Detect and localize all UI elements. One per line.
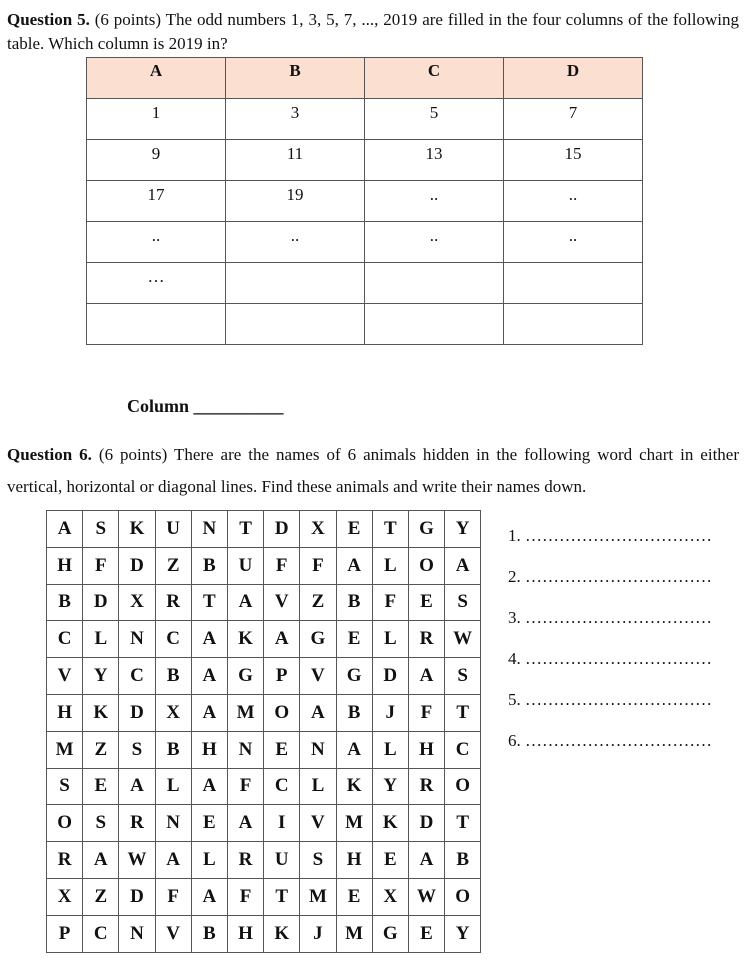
grid-letter: F <box>227 768 263 805</box>
table-cell <box>365 304 504 345</box>
question-5-text <box>7 8 739 56</box>
grid-letter: A <box>445 547 481 584</box>
grid-row <box>47 547 481 584</box>
table-cell <box>504 304 643 345</box>
grid-letter: O <box>47 805 83 842</box>
table-cell: 13 <box>365 140 504 181</box>
grid-letter: A <box>227 584 263 621</box>
answer-line-4[interactable]: 4. …………………………… <box>508 649 712 668</box>
answer-line-3[interactable]: 3. …………………………… <box>508 608 712 627</box>
grid-letter: L <box>372 547 408 584</box>
column-header-a: A <box>87 58 226 99</box>
grid-letter: B <box>47 584 83 621</box>
grid-letter: D <box>119 878 155 915</box>
grid-letter: Z <box>83 878 119 915</box>
answer-line-1[interactable]: 1. …………………………… <box>508 526 712 545</box>
table-cell: 9 <box>87 140 226 181</box>
grid-row <box>47 878 481 915</box>
question-6-text <box>7 439 739 503</box>
grid-letter: Y <box>445 915 481 952</box>
grid-letter: K <box>336 768 372 805</box>
grid-letter: B <box>155 658 191 695</box>
grid-letter: H <box>336 842 372 879</box>
grid-letter: W <box>119 842 155 879</box>
odd-numbers-table <box>86 57 643 345</box>
grid-letter: F <box>83 547 119 584</box>
grid-letter: A <box>264 621 300 658</box>
answer-line-6[interactable]: 6. …………………………… <box>508 731 712 750</box>
question-6-label: Question 6. <box>7 445 92 464</box>
grid-letter: A <box>119 768 155 805</box>
grid-letter: A <box>83 842 119 879</box>
grid-letter: C <box>83 915 119 952</box>
grid-letter: N <box>155 805 191 842</box>
table-cell: .. <box>365 222 504 263</box>
grid-letter: O <box>445 878 481 915</box>
grid-letter: S <box>445 658 481 695</box>
grid-letter: W <box>408 878 444 915</box>
grid-row <box>47 511 481 548</box>
grid-letter: E <box>336 878 372 915</box>
grid-letter: U <box>264 842 300 879</box>
grid-letter: W <box>445 621 481 658</box>
grid-letter: F <box>155 878 191 915</box>
table-cell: .. <box>87 222 226 263</box>
grid-letter: E <box>336 511 372 548</box>
grid-letter: T <box>445 805 481 842</box>
grid-letter: H <box>191 731 227 768</box>
grid-letter: V <box>47 658 83 695</box>
grid-letter: V <box>300 658 336 695</box>
grid-letter: T <box>264 878 300 915</box>
grid-letter: F <box>408 694 444 731</box>
grid-letter: A <box>47 511 83 548</box>
answer-line-5[interactable]: 5. …………………………… <box>508 690 712 709</box>
table-cell: .. <box>226 222 365 263</box>
grid-letter: L <box>372 621 408 658</box>
grid-row <box>47 842 481 879</box>
grid-letter: D <box>119 547 155 584</box>
grid-letter: B <box>445 842 481 879</box>
grid-letter: C <box>445 731 481 768</box>
grid-letter: V <box>264 584 300 621</box>
table-row <box>87 99 643 140</box>
grid-letter: A <box>191 878 227 915</box>
grid-letter: N <box>119 621 155 658</box>
table-row <box>87 263 643 304</box>
grid-letter: G <box>408 511 444 548</box>
grid-letter: O <box>408 547 444 584</box>
table-row <box>87 140 643 181</box>
grid-letter: Z <box>155 547 191 584</box>
answer-lines <box>508 525 712 771</box>
grid-letter: D <box>264 511 300 548</box>
grid-letter: E <box>264 731 300 768</box>
grid-letter: M <box>47 731 83 768</box>
table-cell: .. <box>365 181 504 222</box>
grid-letter: L <box>83 621 119 658</box>
grid-letter: G <box>372 915 408 952</box>
grid-letter: T <box>445 694 481 731</box>
table-cell: 3 <box>226 99 365 140</box>
grid-letter: S <box>300 842 336 879</box>
grid-letter: F <box>300 547 336 584</box>
grid-letter: D <box>83 584 119 621</box>
grid-letter: P <box>47 915 83 952</box>
grid-letter: V <box>155 915 191 952</box>
grid-letter: S <box>47 768 83 805</box>
grid-letter: N <box>300 731 336 768</box>
grid-letter: A <box>155 842 191 879</box>
table-cell: 15 <box>504 140 643 181</box>
grid-letter: H <box>227 915 263 952</box>
grid-letter: H <box>47 694 83 731</box>
grid-letter: R <box>155 584 191 621</box>
grid-letter: K <box>83 694 119 731</box>
table-cell: 11 <box>226 140 365 181</box>
grid-letter: R <box>227 842 263 879</box>
grid-row <box>47 768 481 805</box>
table-cell: .. <box>504 222 643 263</box>
grid-letter: B <box>155 731 191 768</box>
grid-letter: Z <box>300 584 336 621</box>
grid-row <box>47 915 481 952</box>
grid-letter: L <box>300 768 336 805</box>
grid-letter: R <box>408 621 444 658</box>
grid-letter: K <box>227 621 263 658</box>
grid-letter: K <box>264 915 300 952</box>
grid-letter: A <box>336 547 372 584</box>
grid-letter: M <box>336 915 372 952</box>
grid-letter: D <box>119 694 155 731</box>
grid-letter: B <box>336 694 372 731</box>
grid-letter: E <box>83 768 119 805</box>
grid-letter: A <box>191 694 227 731</box>
grid-letter: E <box>372 842 408 879</box>
grid-letter: S <box>119 731 155 768</box>
grid-letter: G <box>227 658 263 695</box>
table-row <box>87 304 643 345</box>
grid-letter: B <box>191 915 227 952</box>
table-cell: .. <box>504 181 643 222</box>
grid-letter: M <box>227 694 263 731</box>
grid-row <box>47 621 481 658</box>
grid-letter: N <box>191 511 227 548</box>
grid-letter: A <box>191 768 227 805</box>
question-5-label: Question 5. <box>7 10 90 29</box>
grid-letter: T <box>227 511 263 548</box>
table-cell: 19 <box>226 181 365 222</box>
question-5-body: (6 points) The odd numbers 1, 3, 5, 7, ..., 2019 are filled in the four columns of the following table. Which column is 2019 in? <box>7 10 740 53</box>
grid-letter: U <box>227 547 263 584</box>
grid-letter: A <box>408 842 444 879</box>
grid-letter: D <box>408 805 444 842</box>
grid-letter: E <box>408 915 444 952</box>
grid-letter: A <box>227 805 263 842</box>
grid-letter: S <box>83 511 119 548</box>
grid-letter: L <box>372 731 408 768</box>
table-cell <box>504 263 643 304</box>
grid-letter: H <box>408 731 444 768</box>
grid-row <box>47 694 481 731</box>
grid-letter: R <box>408 768 444 805</box>
table-cell <box>87 304 226 345</box>
grid-letter: P <box>264 658 300 695</box>
grid-letter: X <box>119 584 155 621</box>
grid-letter: A <box>336 731 372 768</box>
grid-letter: X <box>372 878 408 915</box>
question-6-body: (6 points) There are the names of 6 animals hidden in the following word chart in either vertical, horizontal or diagonal lines. Find these animals and write their names down. <box>7 445 740 496</box>
table-cell <box>365 263 504 304</box>
grid-letter: B <box>336 584 372 621</box>
grid-letter: G <box>300 621 336 658</box>
grid-letter: V <box>300 805 336 842</box>
table-cell: 7 <box>504 99 643 140</box>
table-cell: … <box>87 263 226 304</box>
grid-letter: K <box>119 511 155 548</box>
table-header-row <box>87 58 643 99</box>
grid-letter: M <box>300 878 336 915</box>
grid-letter: N <box>227 731 263 768</box>
grid-letter: F <box>372 584 408 621</box>
grid-letter: D <box>372 658 408 695</box>
table-cell <box>226 263 365 304</box>
grid-letter: G <box>336 658 372 695</box>
grid-letter: A <box>408 658 444 695</box>
column-header-b: B <box>226 58 365 99</box>
grid-letter: C <box>155 621 191 658</box>
grid-letter: B <box>191 547 227 584</box>
word-search-grid <box>46 510 481 953</box>
grid-letter: O <box>445 768 481 805</box>
grid-row <box>47 584 481 621</box>
grid-letter: H <box>47 547 83 584</box>
grid-letter: C <box>47 621 83 658</box>
grid-row <box>47 658 481 695</box>
grid-letter: E <box>336 621 372 658</box>
grid-letter: X <box>47 878 83 915</box>
grid-letter: Y <box>83 658 119 695</box>
grid-letter: R <box>47 842 83 879</box>
grid-letter: K <box>372 805 408 842</box>
column-header-d: D <box>504 58 643 99</box>
grid-letter: X <box>300 511 336 548</box>
grid-letter: X <box>155 694 191 731</box>
grid-letter: C <box>119 658 155 695</box>
table-cell: 5 <box>365 99 504 140</box>
table-cell: 1 <box>87 99 226 140</box>
table-cell: 17 <box>87 181 226 222</box>
grid-letter: I <box>264 805 300 842</box>
grid-letter: F <box>227 878 263 915</box>
grid-letter: F <box>264 547 300 584</box>
grid-letter: T <box>372 511 408 548</box>
grid-letter: A <box>191 621 227 658</box>
grid-row <box>47 805 481 842</box>
grid-letter: U <box>155 511 191 548</box>
grid-letter: M <box>336 805 372 842</box>
grid-letter: R <box>119 805 155 842</box>
grid-letter: N <box>119 915 155 952</box>
grid-letter: Z <box>83 731 119 768</box>
grid-letter: L <box>155 768 191 805</box>
grid-letter: S <box>83 805 119 842</box>
table-row <box>87 222 643 263</box>
grid-letter: E <box>408 584 444 621</box>
grid-letter: A <box>300 694 336 731</box>
column-answer-prompt: Column __________ <box>127 396 284 416</box>
grid-letter: S <box>445 584 481 621</box>
grid-letter: O <box>264 694 300 731</box>
table-cell <box>226 304 365 345</box>
grid-row <box>47 731 481 768</box>
table-row <box>87 181 643 222</box>
grid-letter: T <box>191 584 227 621</box>
grid-letter: J <box>372 694 408 731</box>
grid-letter: L <box>191 842 227 879</box>
grid-letter: Y <box>372 768 408 805</box>
grid-letter: E <box>191 805 227 842</box>
grid-letter: C <box>264 768 300 805</box>
answer-line-2[interactable]: 2. …………………………… <box>508 567 712 586</box>
column-header-c: C <box>365 58 504 99</box>
grid-letter: Y <box>445 511 481 548</box>
grid-letter: J <box>300 915 336 952</box>
grid-letter: A <box>191 658 227 695</box>
